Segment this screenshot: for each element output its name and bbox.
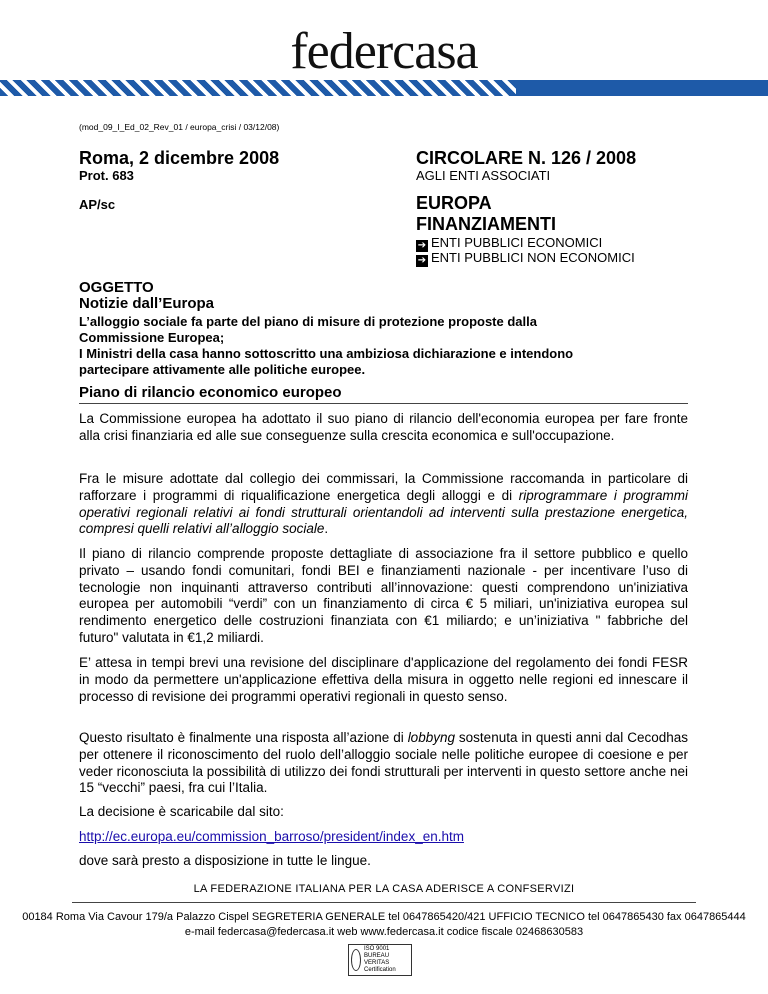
initials: AP/sc [79, 197, 116, 212]
paragraph-2 [79, 471, 688, 538]
topic-finanziamenti: FINANZIAMENTI [416, 214, 556, 234]
header-stripe-solid [516, 80, 768, 96]
arrow-right-icon: ➔ [417, 240, 427, 251]
footer-membership: LA FEDERAZIONE ITALIANA PER LA CASA ADERISCE A CONFSERVIZI [193, 883, 575, 895]
paragraph-2-italic: riprogrammare i programmi operativi regionali relativi ai fondi strutturali orientandoli ad interventi sulla prestazione energetica, compresi quelli relativi all’alloggio sociale [79, 487, 688, 537]
bullet-label: ENTI PUBBLICI NON ECONOMICI [431, 250, 635, 265]
topic-europa: EUROPA [416, 193, 492, 213]
footer-email: e-mail federcasa@federcasa.it web www.federcasa.it codice fiscale 02468630583 [184, 926, 584, 938]
document-reference: (mod_09_I_Ed_02_Rev_01 / europa_crisi / 03/12/08) [79, 122, 280, 132]
arrow-right-icon: ➔ [417, 255, 427, 266]
paragraph-7: dove sarà presto a disposizione in tutte le lingue. [79, 853, 371, 868]
paragraph-1: La Commissione europea ha adottato il suo piano di rilancio dell'economia europea per fare fronte alla crisi finanziaria ed alle sue conseguenze sulla crescita economica e sull'occupazione. [79, 411, 688, 443]
bureau-veritas-certification [348, 944, 412, 976]
paragraph-5 [79, 730, 688, 797]
paragraph-4: E’ attesa in tempi brevi una revisione del disciplinare d'applicazione del regolamento dei fondi FESR in modo da permettere un'applicazione effettiva della misura in oggetto nelle regioni ed innescare il processo di revisione dei programmi operativi regionali in questo senso. [79, 655, 688, 704]
paragraph-2-end: . [324, 521, 329, 537]
paragraph-3: Il piano di rilancio comprende proposte dettagliate di associazione fra il settore pubblico e quello privato – usando fondi comunitari, fondi BEI e finanziamenti nazionale - per incentivare l’uso di tecnologie non inquinanti attraverso contributi all’innovazione: questi comprendono un'iniziativa europea per automobili “verdi” con un finanziamento di circa € 5 miliari, un'iniziativa europea sul rendimento energetico delle costruzioni finanziata con €1 miliardo; e un’iniziativa " fabbriche del futuro" valutata in €1,2 miliardi. [79, 546, 688, 645]
footer-divider [72, 902, 696, 903]
section-title: Piano di rilancio economico europeo [79, 384, 688, 404]
subject-line: Commissione Europea; [79, 330, 225, 345]
paragraph-6: La decisione è scaricabile dal sito: [79, 804, 284, 819]
subject-label: OGGETTO [79, 279, 154, 296]
certification-label: ISO 9001 BUREAU VERITAS Certification [364, 946, 396, 973]
bullet-label: ENTI PUBBLICI ECONOMICI [431, 235, 603, 250]
federcasa-logo: federcasa [290, 23, 478, 80]
footer-contacts [0, 910, 768, 940]
recipients: AGLI ENTI ASSOCIATI [416, 168, 551, 183]
footer-address: 00184 Roma Via Cavour 179/a Palazzo Cispel SEGRETERIA GENERALE tel 0647865420/421 UFFICIO TECNICO tel 0647865430 fax 0647865444 [22, 911, 746, 923]
circolare-number: CIRCOLARE N. 126 / 2008 [416, 148, 637, 168]
date: Roma, 2 dicembre 2008 [79, 148, 280, 168]
protocol-number: Prot. 683 [79, 168, 134, 183]
certification-seal-icon [351, 949, 361, 971]
paragraph-5-text: Questo risultato è finalmente una risposta all’azione di [79, 730, 408, 745]
subject-block [79, 280, 699, 378]
europa-link[interactable]: http://ec.europa.eu/commission_barroso/president/index_en.htm [79, 829, 464, 844]
link-paragraph [79, 829, 688, 846]
subject-title: Notizie dall’Europa [79, 295, 215, 312]
paragraph-2-text: Fra le misure adottate dal collegio dei commissari, la Commissione raccomanda in particolare di rafforzare i programmi di riqualificazione energetica degli alloggi e di [79, 471, 688, 503]
subject-line: partecipare attivamente alle politiche europee. [79, 362, 366, 377]
subject-detail [79, 314, 699, 378]
subject-line: I Ministri della casa hanno sottoscritto una ambiziosa dichiarazione e intendono [79, 346, 574, 361]
subject-line: L’alloggio sociale fa parte del piano di misure di protezione proposte dalla [79, 314, 537, 329]
paragraph-5-rest: sostenuta in questi anni dal Cecodhas per ottenere il riconoscimento del ruolo dell’alloggio sociale nelle politiche europee di coesione e per veder riconosciuta la possibilità di utilizzo dei fondi strutturali per interventi in questo settore anche nei 15 “vecchi” paesi, fra cui l’Italia. [79, 730, 689, 796]
paragraph-5-italic: lobbyng [407, 730, 455, 745]
bullet-enti-non-economici [416, 250, 635, 267]
